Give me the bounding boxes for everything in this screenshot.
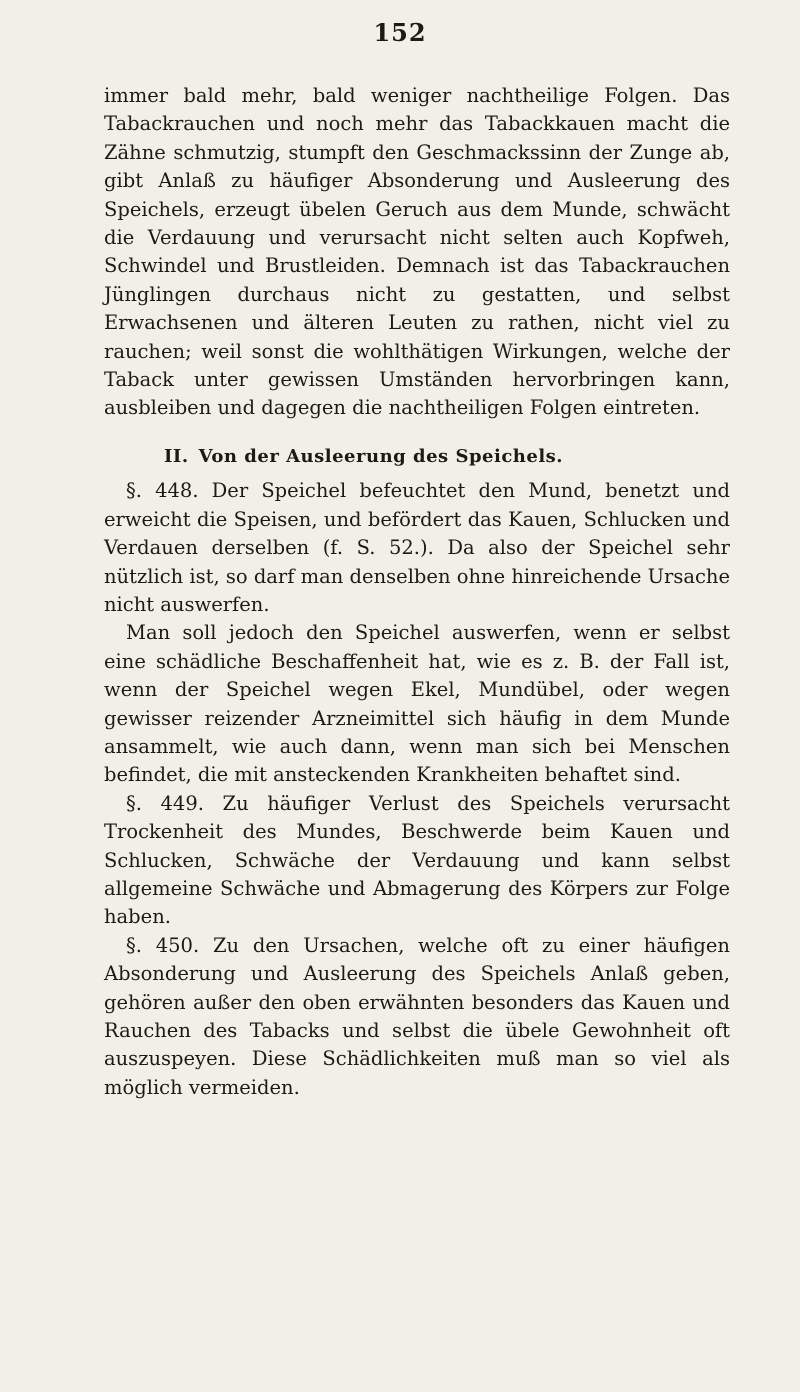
paragraph-450: §. 450. Zu den Ursachen, welche oft zu einer häufigen Absonderung und Ausleerung des Speichels Anlaß geben, gehören außer den oben erwähnten besonders das Kauen und Rauchen des Tabacks und selbst die übele Gewohnheit oft auszuspeyen. Diese Schädlichkeiten muß man so viel als möglich vermeiden.	[104, 933, 730, 1099]
section-title: Von der Ausleerung des Speichels.	[198, 445, 564, 467]
paragraph-continuation: immer bald mehr, bald weniger nachtheilige Folgen. Das Tabackrauchen und noch mehr das Tabackkauen macht die Zähne schmutzig, stumpft den Geschmackssinn der Zunge ab, gibt Anlaß zu häufiger Absonderung und Ausleerung des Speichels, erzeugt übelen Geruch aus dem Munde, schwächt die Verdauung und verursacht nicht selten auch Kopfweh, Schwindel und Brustleiden. Demnach ist das Tabackrauchen Jünglingen durchaus nicht zu gestatten, und selbst Erwachsenen und älteren Leuten zu rathen, nicht viel zu rauchen; weil sonst die wohlthätigen Wirkungen, welche der Taback unter gewissen Umständen hervorbringen kann, ausbleiben und dagegen die nachtheiligen Folgen eintreten.	[104, 84, 730, 420]
paragraph-448: §. 448. Der Speichel befeuchtet den Mund, benetzt und erweicht die Speisen, und befördert das Kauen, Schlucken und Verdauen derselben (f. S. 52.). Da also der Speichel sehr nützlich ist, so darf man denselben ohne hinreichende Ursache nicht auswerfen.	[104, 479, 730, 616]
paragraph-449: §. 449. Zu häufiger Verlust des Speichels verursacht Trockenheit des Mundes, Beschwerde beim Kauen und Schlucken, Schwäche der Verdauung und kann selbst allgemeine Schwäche und Abmagerung des Körpers zur Folge haben.	[104, 791, 730, 929]
section-number: II.	[164, 445, 189, 467]
paragraph-448-continued: Man soll jedoch den Speichel auswerfen, wenn er selbst eine schädliche Beschaffenheit hat, wie es z. B. der Fall ist, wenn der Speichel wegen Ekel, Mundübel, oder wegen gewisser reizender Arzneimittel sich häufig in dem Munde ansammelt, wie auch dann, wenn man sich bei Menschen befindet, die mit ansteckenden Krankheiten behaftet sind.	[104, 621, 730, 787]
section-heading	[104, 443, 730, 471]
page-body	[104, 82, 730, 1102]
page-number: 152	[373, 18, 427, 47]
